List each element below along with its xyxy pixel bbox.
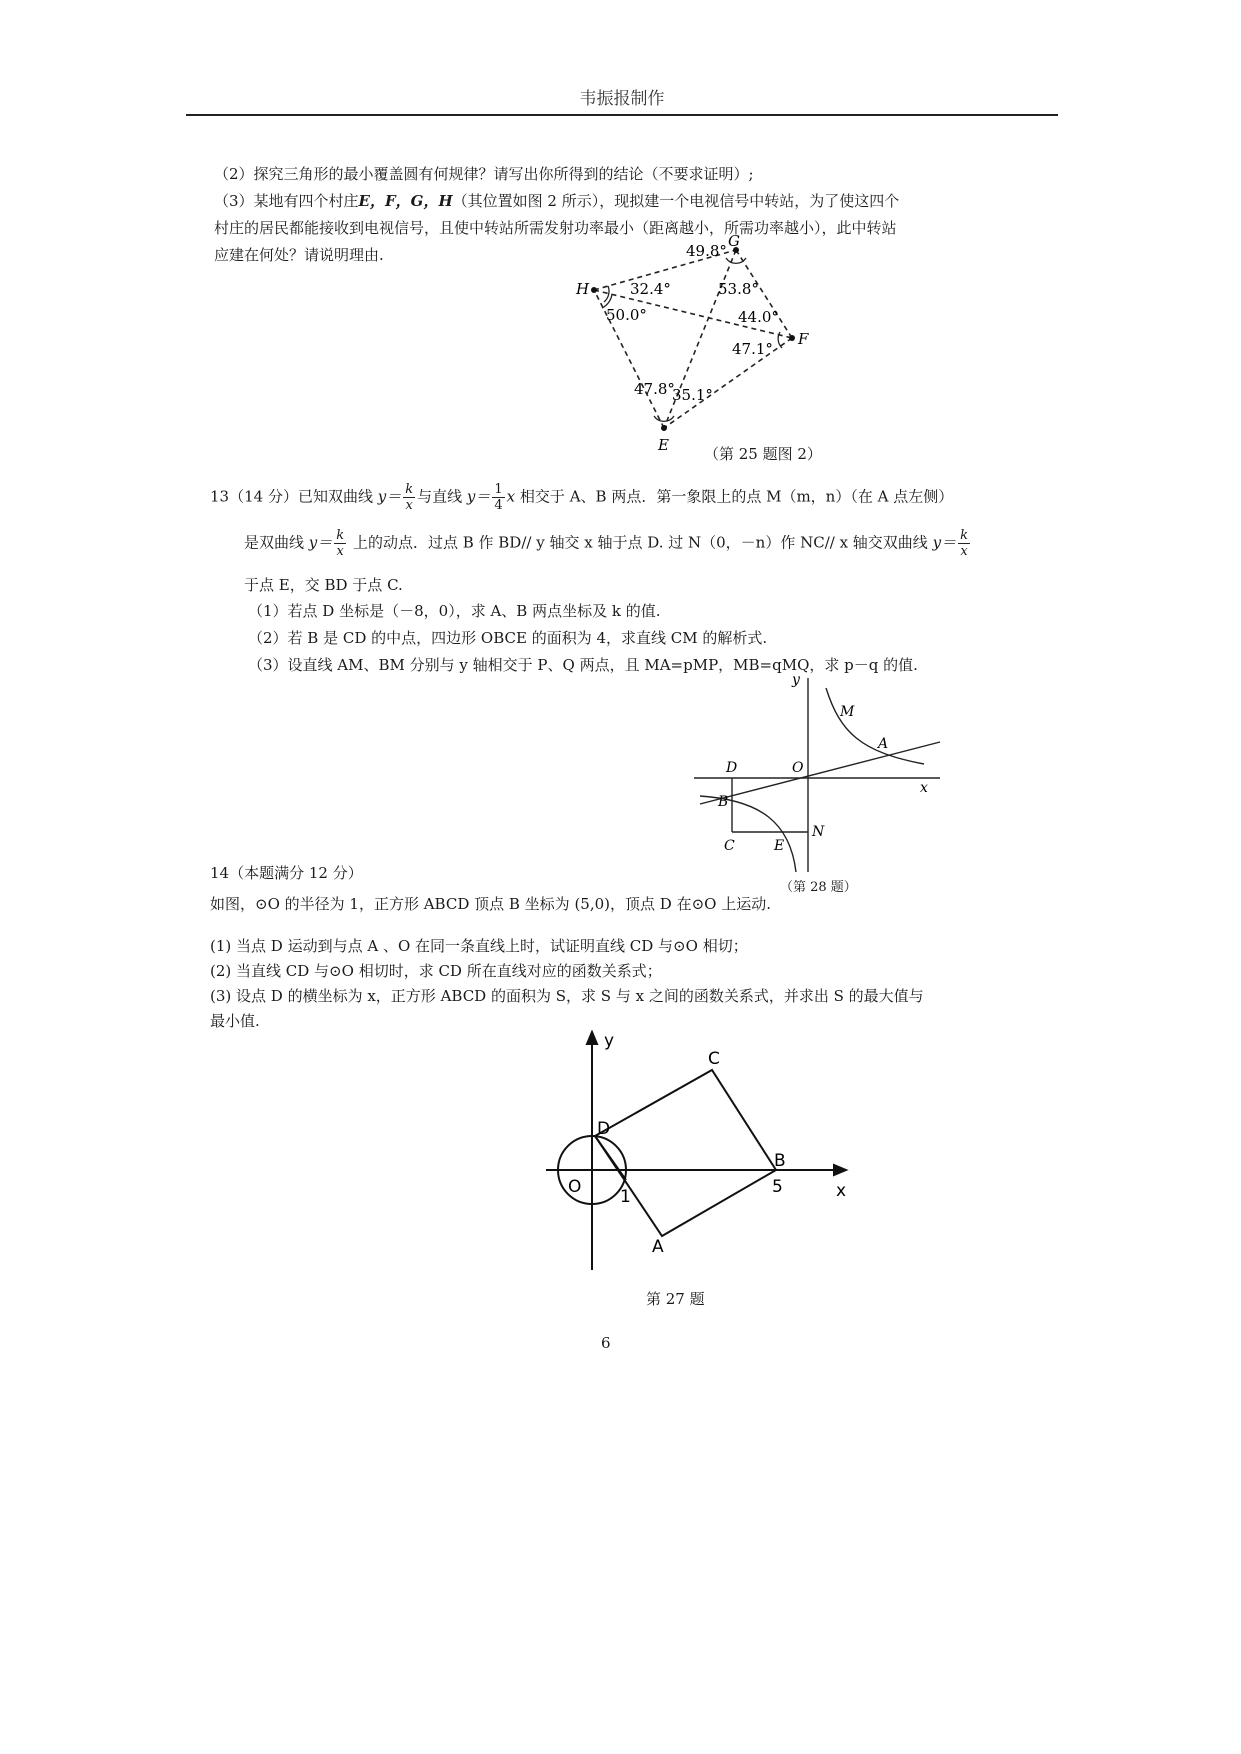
q14-sub2: (2) 当直线 CD 与⊙O 相切时，求 CD 所在直线对应的函数关系式； — [210, 962, 662, 980]
y-axis-arrow — [587, 1032, 597, 1044]
figure-27-caption: 第 27 题 — [646, 1290, 705, 1308]
hyperbola-branch-1 — [826, 688, 924, 764]
figure-28-graph — [690, 672, 960, 882]
q25-sub2: （2）探究三角形的最小覆盖圆有何规律？请写出你所得到的结论（不要求证明）; — [214, 165, 754, 183]
angle-8: 35.1° — [672, 386, 713, 404]
label-G: G — [728, 232, 740, 250]
q13-line1 — [210, 482, 953, 513]
label-y: y — [604, 1031, 615, 1051]
eq-y-2: y＝ — [466, 487, 491, 506]
label-D: D — [726, 760, 738, 776]
label-H: H — [576, 280, 590, 298]
figure-27-diagram — [540, 1030, 860, 1280]
point-F — [789, 335, 795, 341]
point-H — [591, 287, 597, 293]
q14-sub3-cont: 最小值. — [210, 1012, 260, 1030]
arc-H1 — [604, 286, 609, 302]
q25-sub3-line1 — [214, 190, 899, 211]
q13-sub2: （2）若 B 是 CD 的中点，四边形 OBCE 的面积为 4，求直线 CM 的解析式. — [248, 629, 768, 647]
angle-2: 32.4° — [630, 280, 671, 298]
angle-4: 50.0° — [606, 306, 647, 324]
q25-sub3-text-a: （3）某地有四个村庄 — [214, 192, 359, 210]
angle-3: 53.8° — [718, 280, 759, 298]
figure-25-diagram — [560, 228, 820, 458]
label-E: E — [658, 436, 669, 454]
label-x: x — [920, 780, 928, 796]
arc-E — [654, 416, 674, 421]
village-names: E，F，G，H — [358, 192, 453, 210]
label-C: C — [708, 1049, 720, 1069]
fraction-k-over-x-3: $\frac{k}{x}$ — [960, 528, 968, 559]
q25-sub3-line3: 应建在何处？请说明理由. — [214, 246, 384, 264]
q13-line3: 于点 E，交 BD 于点 C. — [244, 576, 403, 594]
label-x: x — [836, 1181, 847, 1201]
label-M: M — [840, 704, 855, 720]
angle-5: 44.0° — [738, 308, 779, 326]
label-C: C — [724, 838, 735, 854]
label-N: N — [812, 824, 825, 840]
hyperbola-branch-2 — [700, 796, 796, 872]
label-B: B — [718, 794, 729, 810]
q13-line2: 是双曲线 y＝ $\frac{k}{x}$ 上的动点．过点 B 作 BD// y 轴交 x 轴于点 D. 过 N（0，－n）作 NC// x 轴交双曲线 y＝ $\frac{k}{x}$ — [244, 528, 968, 559]
label-D: D — [597, 1119, 611, 1139]
fraction-one-fourth: $\frac{1}{4}$ — [494, 482, 503, 513]
arc-G — [726, 258, 746, 263]
fraction-k-over-x: $\frac{k}{x}$ — [405, 482, 414, 513]
page-header: 韦振报制作 — [579, 89, 665, 109]
page-number: 6 — [601, 1334, 611, 1352]
q25-sub3-line2: 村庄的居民都能接收到电视信号，且使中转站所需发射功率最小（距离越小，所需功率越小），此中转站 — [214, 219, 897, 237]
label-A: A — [878, 736, 889, 752]
x-term: x — [506, 487, 516, 506]
q13-and-line: 与直线 — [417, 487, 463, 506]
label-five: 5 — [772, 1177, 783, 1197]
label-O: O — [568, 1177, 582, 1197]
label-A: A — [652, 1237, 664, 1257]
q13-line2-text-b: 上的动点．过点 B 作 BD// y 轴交 x 轴于点 D. 过 N（0，－n）作 NC// x 轴交双曲线 — [352, 533, 928, 552]
x-axis-arrow — [834, 1165, 846, 1175]
eq-y: y＝ — [377, 487, 402, 506]
q13-sub1: （1）若点 D 坐标是（－8，0），求 A、B 两点坐标及 k 的值. — [248, 602, 661, 620]
point-E — [661, 425, 667, 431]
q13-points: （14 分）已知双曲线 — [229, 487, 373, 506]
q14-sub3: (3) 设点 D 的横坐标为 x，正方形 ABCD 的面积为 S，求 S 与 x 之间的函数关系式，并求出 S 的最大值与 — [210, 987, 924, 1005]
q13-sub3: （3）设直线 AM、BM 分别与 y 轴相交于 P、Q 两点，且 MA=pMP，MB=qMQ，求 p－q 的值. — [248, 656, 918, 674]
q13-line2-text-a: 是双曲线 — [244, 533, 305, 552]
q14-title: 14（本题满分 12 分） — [210, 864, 363, 882]
angle-6: 47.1° — [732, 340, 773, 358]
label-O: O — [792, 760, 804, 776]
q13-intersect-text: 相交于 A、B 两点．第一象限上的点 M（m，n）（在 A 点左侧） — [519, 487, 954, 506]
angle-7: 47.8° — [634, 380, 675, 398]
q25-sub3-text-b: （其位置如图 2 所示），现拟建一个电视信号中转站，为了使这四个 — [452, 192, 900, 210]
label-E: E — [774, 838, 785, 854]
figure-28-caption: （第 28 题） — [780, 880, 857, 895]
q14-sub1: (1) 当点 D 运动到与点 A 、O 在同一条直线上时，试证明直线 CD 与⊙O 相切； — [210, 937, 748, 955]
q13-number: 13 — [210, 487, 230, 506]
angle-1: 49.8° — [686, 242, 727, 260]
header-rule — [186, 114, 1058, 116]
label-B: B — [774, 1151, 786, 1171]
label-F: F — [798, 330, 809, 348]
label-one: 1 — [620, 1187, 631, 1207]
fraction-k-over-x-2: $\frac{k}{x}$ — [336, 528, 345, 559]
q14-intro: 如图，⊙O 的半径为 1，正方形 ABCD 顶点 B 坐标为 (5,0)，顶点 D 在⊙O 上运动. — [210, 895, 771, 913]
label-y: y — [792, 672, 800, 688]
figure-25-caption: （第 25 题图 2） — [704, 445, 822, 463]
